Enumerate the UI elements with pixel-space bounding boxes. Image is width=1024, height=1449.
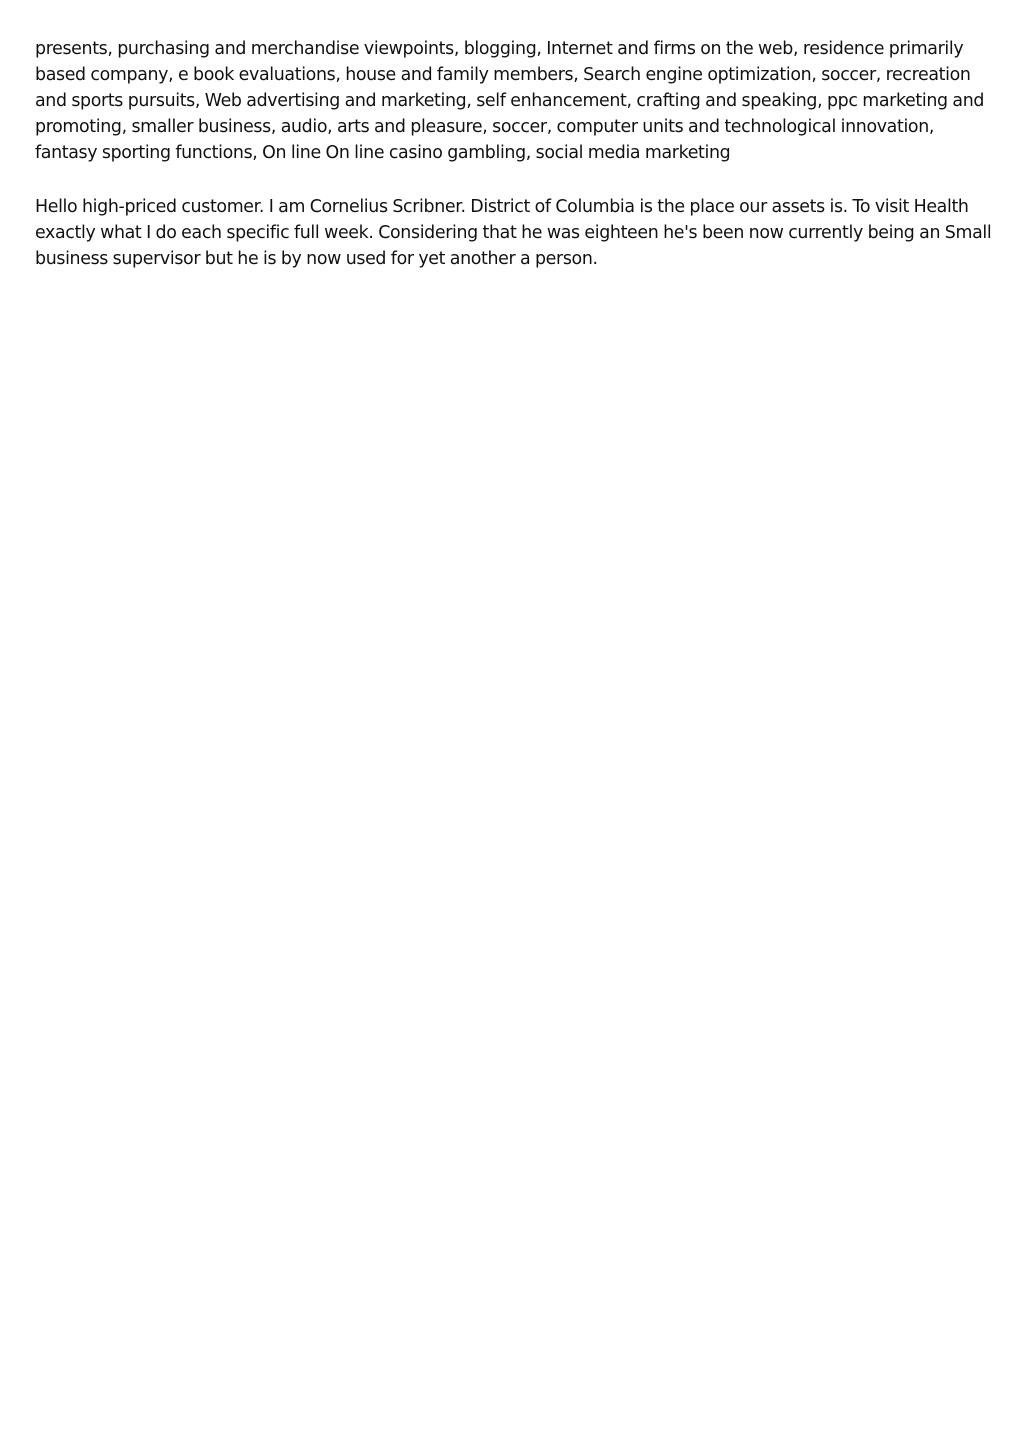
document-body	[35, 36, 1000, 300]
paragraph-introduction: Hello high-priced customer. I am Cornelius Scribner. District of Columbia is the place our assets is. To visit Health exactly what I do each specific full week. Considering that he was eighteen he's been now currently being an Small business supervisor but he is by now used for yet another a person.	[35, 197, 992, 269]
paragraph-topics: presents, purchasing and merchandise viewpoints, blogging, Internet and firms on the web, residence primarily based company, e book evaluations, house and family members, Search engine optimization, soccer, recreation and sports pursuits, Web advertising and marketing, self enhancement, crafting and speaking, ppc marketing and promoting, smaller business, audio, arts and pleasure, soccer, computer units and technological innovation, fantasy sporting functions, On line On line casino gambling, social media marketing	[35, 39, 985, 163]
